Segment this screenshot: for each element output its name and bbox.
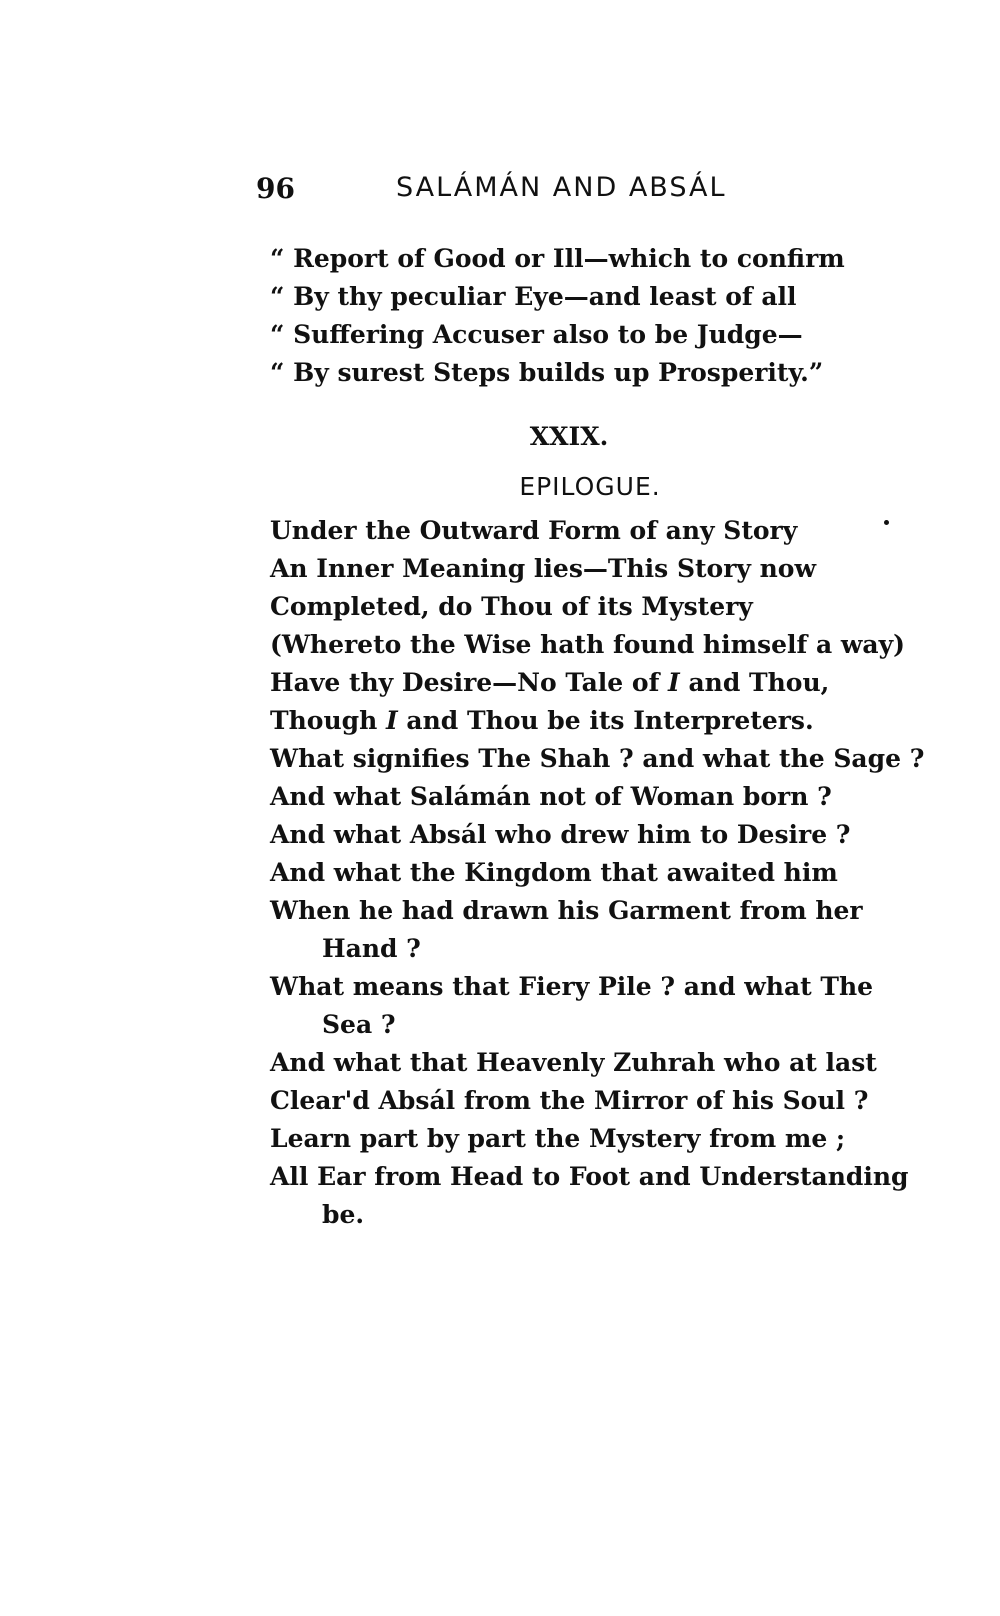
verse-line: Under the Outward Form of any Story [270,516,798,545]
section-title: EPILOGUE. [519,472,661,501]
verse-line: “ By thy peculiar Eye—and least of all [270,282,797,311]
verse-line: Clear'd Absál from the Mirror of his Soul ? [270,1086,869,1115]
verse-line: And what Absál who drew him to Desire ? [270,820,851,849]
opening-verse [270,240,910,392]
section-number: XXIX. [529,422,609,451]
verse-line: Have thy Desire—No Tale of I and Thou, [270,668,830,697]
epilogue-verse [270,512,925,1234]
verse-line: “ By surest Steps builds up Prosperity.” [270,358,824,387]
verse-line: Though I and Thou be its Interpreters. [270,706,814,735]
verse-line: (Whereto the Wise hath found himself a way) [270,630,905,659]
verse-line: Learn part by part the Mystery from me ; [270,1124,846,1153]
verse-line: An Inner Meaning lies—This Story now [270,554,816,583]
verse-line: And what that Heavenly Zuhrah who at last [270,1048,877,1077]
verse-line: When he had drawn his Garment from her [270,896,863,925]
verse-line: Completed, do Thou of its Mystery [270,592,753,621]
verse-line: “ Suffering Accuser also to be Judge— [270,320,803,349]
page-number: 96 [256,172,295,205]
running-head [256,172,816,212]
verse-line: And what the Kingdom that awaited him [270,858,838,887]
verse-line: “ Report of Good or Ill—which to confirm [270,244,845,273]
verse-continuation: be. [322,1200,365,1229]
verse-continuation: Hand ? [322,934,421,963]
verse-continuation: Sea ? [322,1010,396,1039]
running-title: SALÁMÁN AND ABSÁL [396,172,727,203]
verse-line: And what Salámán not of Woman born ? [270,782,832,811]
verse-line: All Ear from Head to Foot and Understanding [270,1162,909,1191]
verse-line: What signifies The Shah ? and what the Sage ? [270,744,925,773]
verse-line: What means that Fiery Pile ? and what The [270,972,874,1001]
